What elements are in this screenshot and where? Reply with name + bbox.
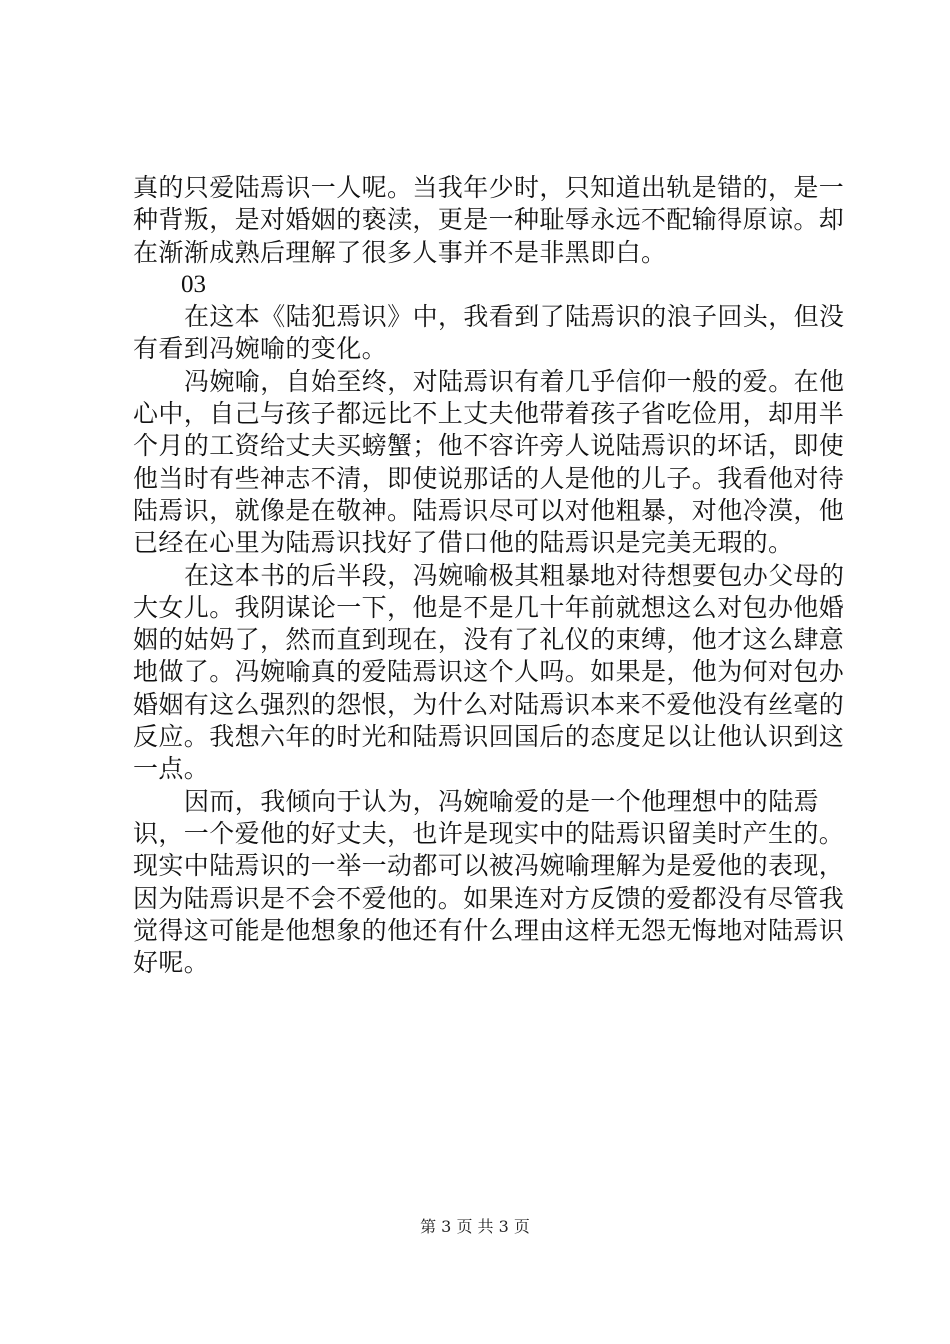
paragraph-5: 因而，我倾向于认为，冯婉喻爱的是一个他理想中的陆焉识，一个爱他的好丈夫，也许是现实中的陆焉识留美时产生的。现实中陆焉识的一举一动都可以被冯婉喻理解为是爱他的表现，因为陆焉识是不会不爱他的。如果连对方反馈的爱都没有尽管我觉得这可能是他想象的他还有什么理由这样无怨无悔地对陆焉识好呢。 xyxy=(133,786,845,978)
paragraph-3: 冯婉喻，自始至终，对陆焉识有着几乎信仰一般的爱。在他心中，自己与孩子都远比不上丈夫他带着孩子省吃俭用，却用半个月的工资给丈夫买螃蟹；他不容许旁人说陆焉识的坏话，即使他当时有些神志不清，即使说那话的人是他的儿子。我看他对待陆焉识，就像是在敬神。陆焉识尽可以对他粗暴，对他冷漠，他已经在心里为陆焉识找好了借口他的陆焉识是完美无瑕的。 xyxy=(133,366,845,558)
paragraph-4: 在这本书的后半段，冯婉喻极其粗暴地对待想要包办父母的大女儿。我阴谋论一下，他是不是几十年前就想这么对包办他婚姻的姑妈了，然而直到现在，没有了礼仪的束缚，他才这么肆意地做了。冯婉喻真的爱陆焉识这个人吗。如果是，他为何对包办婚姻有这么强烈的怨恨，为什么对陆焉识本来不爱他没有丝毫的反应。我想六年的时光和陆焉识回国后的态度足以让他认识到这一点。 xyxy=(133,560,845,784)
page-footer: 第 3 页 共 3 页 xyxy=(420,1217,530,1236)
body-text xyxy=(133,172,845,979)
paragraph-2: 在这本《陆犯焉识》中，我看到了陆焉识的浪子回头，但没有看到冯婉喻的变化。 xyxy=(133,302,845,364)
paragraph-1: 真的只爱陆焉识一人呢。当我年少时，只知道出轨是错的，是一种背叛，是对婚姻的亵渎，更是一种耻辱永远不配输得原谅。却在渐渐成熟后理解了很多人事并不是非黑即白。 xyxy=(133,173,845,267)
section-number: 03 xyxy=(181,270,206,298)
